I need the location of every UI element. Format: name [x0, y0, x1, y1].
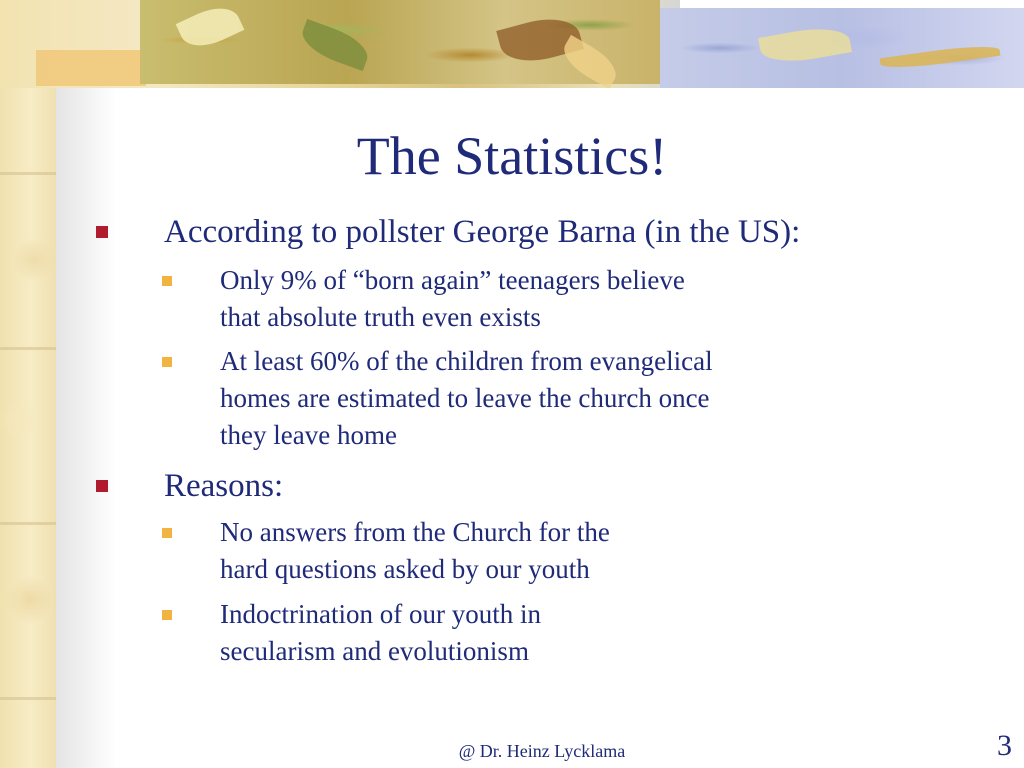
bullet-level1 — [96, 466, 976, 506]
bullet-level1 — [96, 212, 976, 252]
bullet-level1-text: Reasons: — [164, 468, 284, 504]
banner-gold-block — [36, 50, 146, 86]
bullet-level2 — [162, 262, 942, 336]
slide-title-text: The Statistics! — [356, 126, 668, 186]
bullet-level2 — [162, 596, 942, 670]
square-bullet-icon — [162, 528, 172, 538]
square-bullet-icon — [162, 276, 172, 286]
slide-title — [0, 124, 1024, 188]
bullet-level2-text: No answers from the Church for the hard questions asked by our youth — [220, 517, 610, 584]
top-decorative-banner — [0, 0, 1024, 88]
left-decorative-strip — [0, 0, 56, 768]
bullet-level2-text: Indoctrination of our youth in secularism and evolutionism — [220, 599, 541, 666]
square-bullet-icon — [96, 480, 108, 492]
bullet-level2-text: At least 60% of the children from evangelical homes are estimated to leave the church once they leave home — [220, 346, 713, 450]
bullet-level2-text: Only 9% of “born again” teenagers believe that absolute truth even exists — [220, 265, 685, 332]
bullet-level2 — [162, 343, 942, 454]
page-number: 3 — [997, 729, 1012, 762]
square-bullet-icon — [162, 610, 172, 620]
bullet-level1-text: According to pollster George Barna (in the US): — [164, 214, 801, 250]
bullet-level2 — [162, 514, 942, 588]
square-bullet-icon — [162, 357, 172, 367]
banner-white-edge — [680, 0, 1024, 8]
footer-credit: @ Dr. Heinz Lycklama — [458, 741, 626, 761]
square-bullet-icon — [96, 226, 108, 238]
